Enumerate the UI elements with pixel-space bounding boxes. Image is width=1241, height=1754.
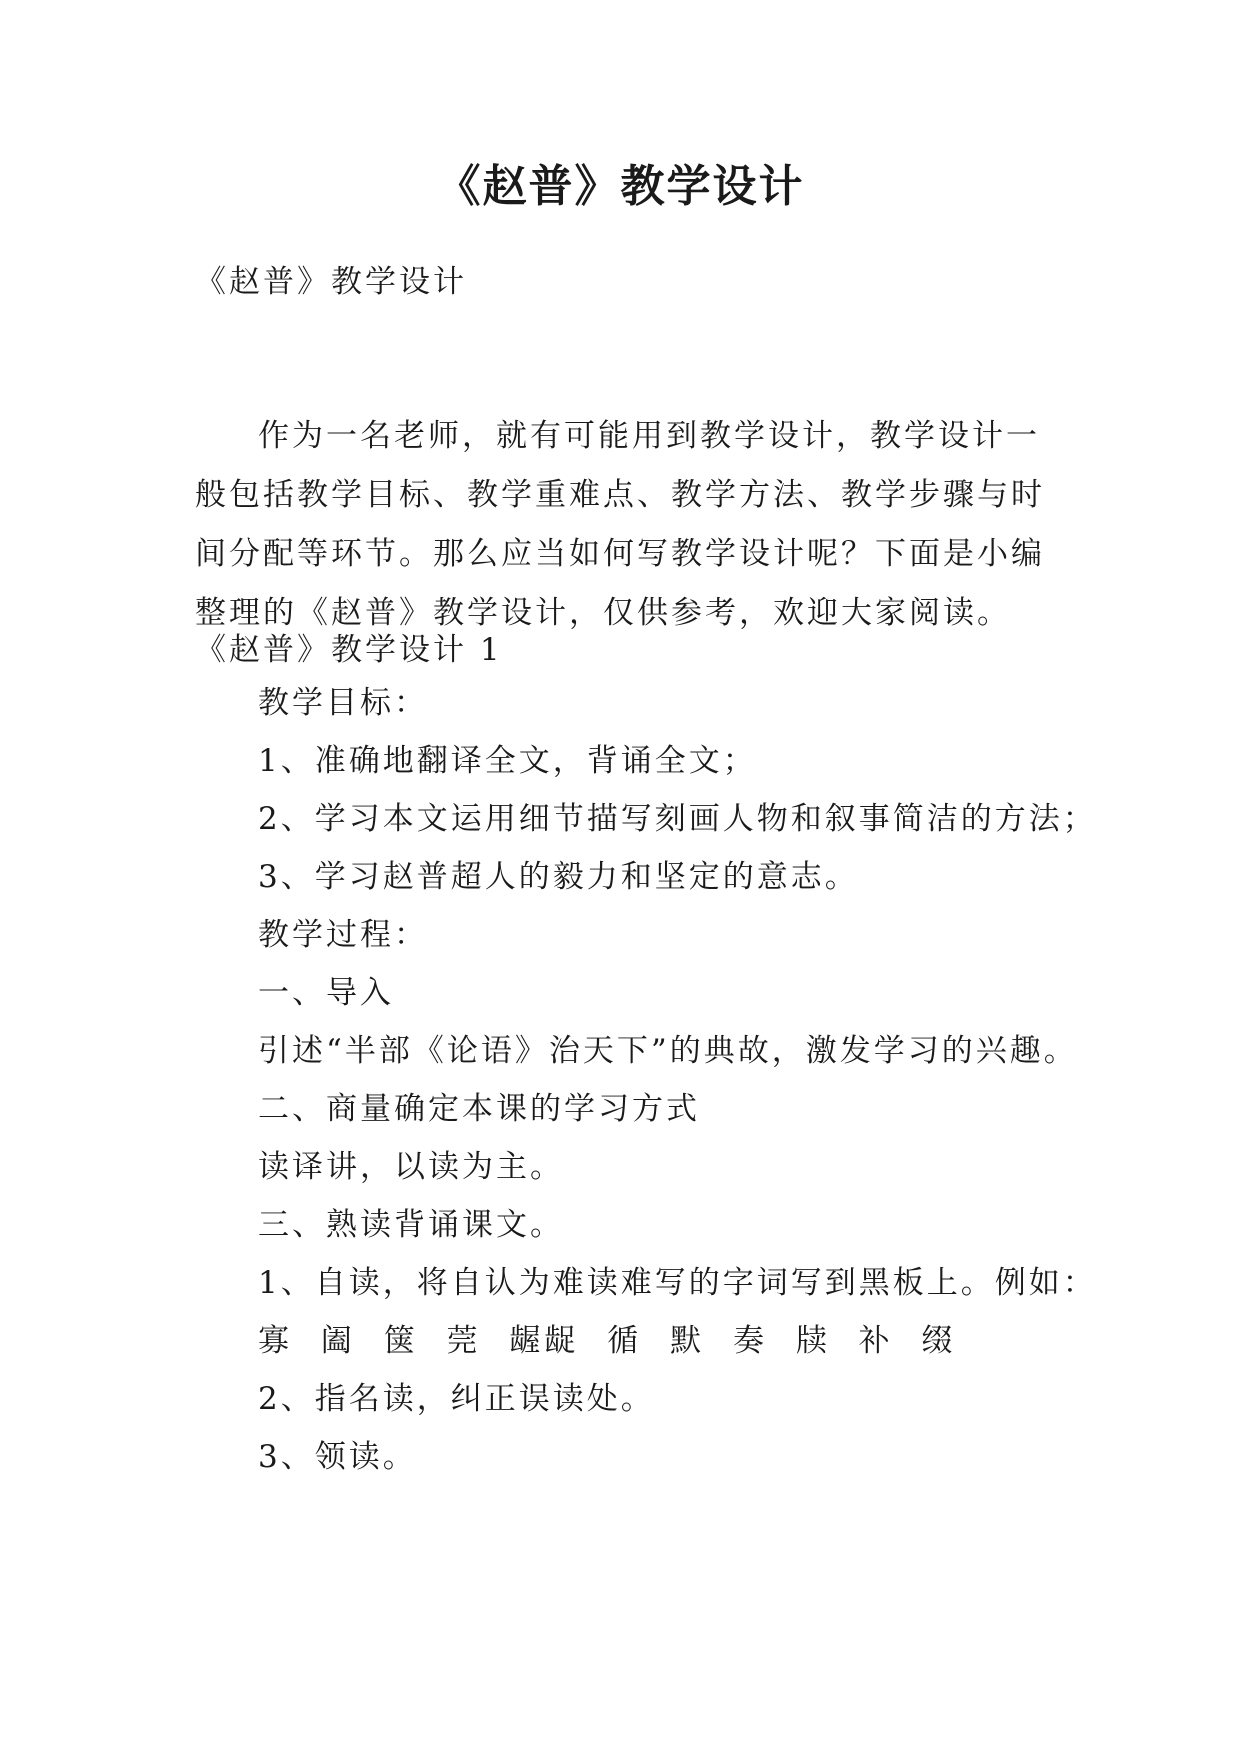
body-line: 二、商量确定本课的学习方式 (258, 1091, 700, 1127)
body-line: 教学目标： (258, 685, 428, 721)
vocabulary-line: 寡 阖 箧 莞 龌龊 循 默 奏 牍 补 缀 (258, 1323, 957, 1359)
document-subtitle: 《赵普》教学设计 (195, 264, 467, 300)
body-line: 1、自读，将自认为难读难写的字词写到黑板上。例如： (258, 1265, 1097, 1301)
body-line: 3、领读。 (258, 1439, 417, 1475)
intro-paragraph: 作为一名老师，就有可能用到教学设计，教学设计一般包括教学目标、教学重难点、教学方法、教学步骤与时间分配等环节。那么应当如何写教学设计呢？下面是小编整理的《赵普》教学设计，仅供参考，欢迎大家阅读。 (195, 418, 1045, 631)
document-title: 《赵普》教学设计 (436, 161, 805, 212)
body-line: 三、熟读背诵课文。 (258, 1207, 564, 1243)
body-line: 1、准确地翻译全文，背诵全文； (258, 743, 757, 779)
body-line: 教学过程： (258, 917, 428, 953)
body-line: 一、导入 (258, 975, 394, 1011)
body-line: 读译讲，以读为主。 (258, 1149, 564, 1185)
body-line: 2、指名读，纠正误读处。 (258, 1381, 655, 1417)
section-title: 《赵普》教学设计 1 (195, 632, 503, 668)
body-line: 引述“半部《论语》治天下”的典故，激发学习的兴趣。 (258, 1033, 1078, 1069)
body-line: 3、学习赵普超人的毅力和坚定的意志。 (258, 859, 859, 895)
body-line: 2、学习本文运用细节描写刻画人物和叙事简洁的方法； (258, 801, 1097, 837)
